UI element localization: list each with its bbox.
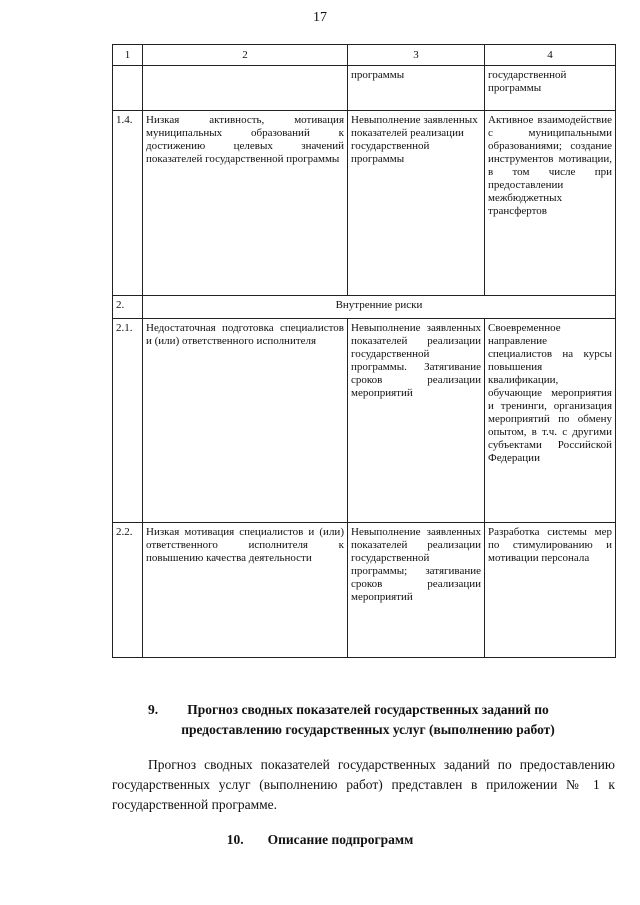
section-10-number: 10. [226, 832, 244, 847]
table-row [113, 66, 616, 111]
risk-description [143, 66, 348, 111]
risk-consequence: Невыполнение заявленных показателей реализации государственной программы [348, 111, 485, 296]
section-9-number: 9. [148, 702, 159, 717]
section-title: Внутренние риски [143, 296, 616, 319]
row-number: 1.4. [113, 111, 143, 296]
risk-measures: Активное взаимодействие с муниципальными образованиями; создание инструментов мотивации, в том числе при предоставлении межбюджетных трансфертов [485, 111, 616, 296]
risk-measures: Разработка системы мер по стимулированию и мотивации персонала [485, 523, 616, 658]
table-row [113, 523, 616, 658]
risk-consequence: программы [348, 66, 485, 111]
section-9-paragraph: Прогноз сводных показателей государственных заданий по предоставлению государственных услуг (выполнению работ) представлен в приложении № 1 к государственной программе. [112, 757, 615, 812]
table-row [113, 111, 616, 296]
header-col-2: 2 [143, 45, 348, 66]
section-9-heading [148, 700, 588, 740]
page-number: 17 [313, 10, 327, 25]
table-row [113, 319, 616, 523]
risk-measures: государственной программы [485, 66, 616, 111]
header-col-4: 4 [485, 45, 616, 66]
risk-consequence: Невыполнение заявленных показателей реализации государственной программы. Затягивание сроков реализации мероприятий [348, 319, 485, 523]
table-header-row [113, 45, 616, 66]
row-number [113, 66, 143, 111]
row-number: 2. [113, 296, 143, 319]
row-number: 2.1. [113, 319, 143, 523]
header-col-1: 1 [113, 45, 143, 66]
risk-description: Низкая активность, мотивация муниципальных образований к достижению целевых значений показателей государственной программы [143, 111, 348, 296]
risk-description: Недостаточная подготовка специалистов и (или) ответственного исполнителя [143, 319, 348, 523]
risk-table [112, 44, 616, 658]
risk-measures: Своевременное направление специалистов на курсы повышения квалификации, обучающие мероприятия и тренинги, организация мероприятий по обмену опытом, в т.ч. с другими субъектами Российской Федерации [485, 319, 616, 523]
risk-consequence: Невыполнение заявленных показателей реализации государственной программы; затягивание сроков реализации мероприятий [348, 523, 485, 658]
section-10-heading [0, 832, 640, 848]
row-number: 2.2. [113, 523, 143, 658]
table-section-row [113, 296, 616, 319]
header-col-3: 3 [348, 45, 485, 66]
risk-description: Низкая мотивация специалистов и (или) ответственного исполнителя к повышению качества деятельности [143, 523, 348, 658]
section-9-title: Прогноз сводных показателей государственных заданий по предоставлению государственных услуг (выполнению работ) [181, 702, 555, 737]
section-10-title: Описание подпрограмм [267, 832, 414, 847]
